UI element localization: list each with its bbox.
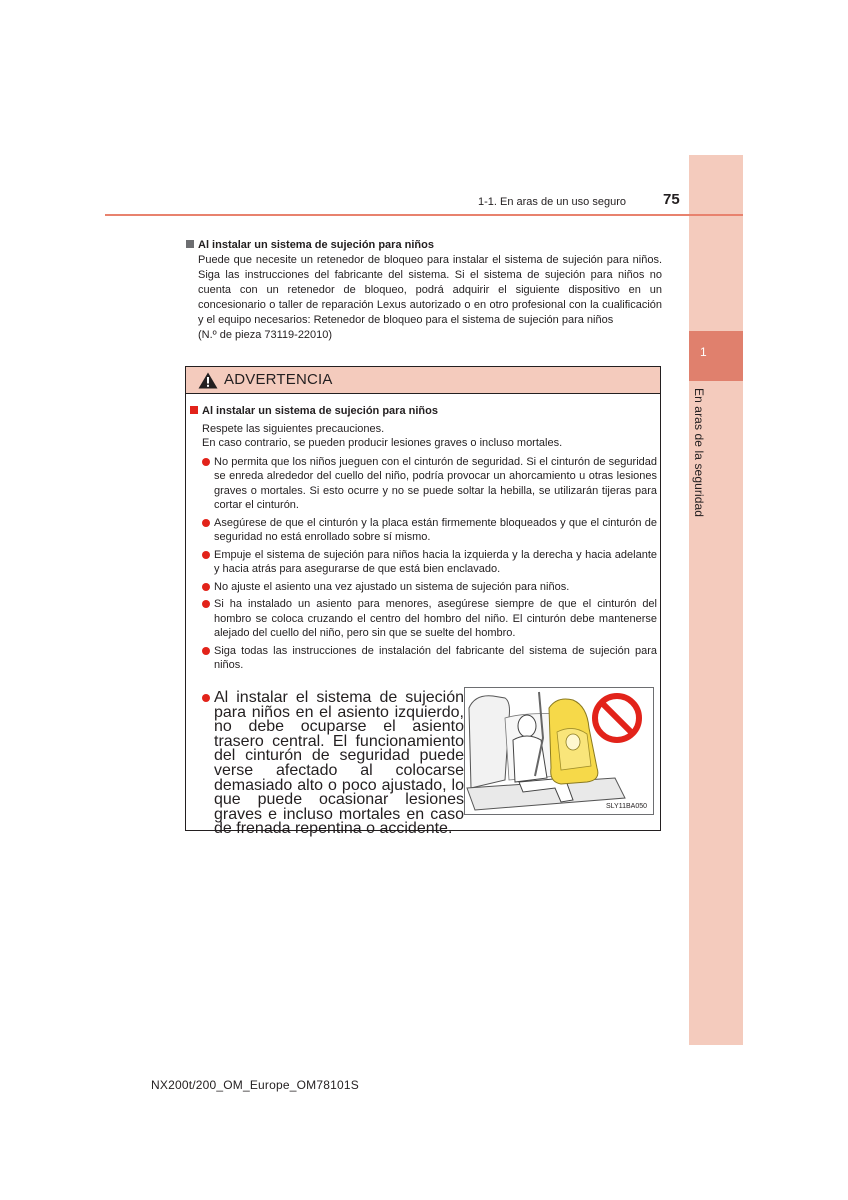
red-dot-icon — [202, 551, 210, 559]
bullet-text: Si ha instalado un asiento para menores, asegúrese siempre de que el cinturón del hombro se coloca cruzando el centro del hombro del niño. El cinturón debe mantenerse alejado del cuello del niño, pero sin que se suelte del hombro. — [214, 598, 657, 639]
warning-body — [190, 404, 657, 676]
bullet-text: No permita que los niños jueguen con el cinturón de seguridad. Si el cinturón de seguridad se enreda alrededor del cuello del niño, podría provocar un ahorcamiento u otras lesiones graves o mortales. Si esto ocurre y no se puede soltar la hebilla, se utilizarán tijeras para cortar el cinturón. — [214, 455, 657, 511]
bullet-text: Al instalar el sistema de sujeción para niños en el asiento izquierdo, no debe ocuparse el asiento trasero central. El funcionamiento del cinturón de seguridad puede verse afectado al colocarse demasiado alto o poco ajustado, lo que puede ocasionar lesiones graves e incluso mortales en caso de frenada repentina o accidente. — [214, 689, 464, 838]
list-item — [202, 455, 657, 513]
warning-intro-1: Respete las siguientes precauciones. — [202, 422, 385, 435]
page-number: 75 — [663, 191, 680, 208]
list-item — [202, 691, 464, 837]
chapter-number: 1 — [700, 345, 707, 359]
header-rule — [105, 214, 743, 216]
red-dot-icon — [202, 694, 210, 702]
list-item — [202, 548, 657, 577]
chapter-number-tab — [689, 331, 743, 381]
red-dot-icon — [202, 583, 210, 591]
list-item — [202, 597, 657, 641]
bullet-text: No ajuste el asiento una vez ajustado un sistema de sujeción para niños. — [214, 580, 570, 593]
bullet-text: Empuje el sistema de sujeción para niños hacia la izquierda y la derecha y hacia adelante y hacia atrás para asegurarse de que está bien enclavado. — [214, 548, 657, 575]
warning-title: ADVERTENCIA — [224, 371, 333, 388]
warning-header — [186, 367, 660, 394]
child-seat-illustration — [464, 687, 654, 815]
footer-model-code: NX200t/200_OM_Europe_OM78101S — [151, 1078, 359, 1092]
bullet-text: Siga todas las instrucciones de instalación del fabricante del sistema de sujeción para niños. — [214, 644, 657, 671]
warning-triangle-icon — [198, 372, 218, 389]
section-heading — [186, 238, 662, 253]
warning-intro-2: En caso contrario, se pueden producir lesiones graves o incluso mortales. — [202, 437, 563, 449]
main-content — [186, 238, 662, 343]
list-item — [202, 644, 657, 673]
red-square-bullet-icon — [190, 406, 198, 414]
square-bullet-icon — [186, 240, 194, 248]
warning-subheading — [190, 404, 657, 419]
red-dot-icon — [202, 519, 210, 527]
section-paragraph: Puede que necesite un retenedor de bloqueo para instalar el sistema de sujeción para niños. Siga las instrucciones del fabricante del sistema. Si el sistema de sujeción para niños no cuenta con un retenedor de bloqueo, podrá adquirir el siguiente dispositivo en un concesionario o taller de reparación Lexus autorizado o en otro profesional con la cualificación y el equipo necesarios: Retenedor de bloqueo para el sistema de sujeción para niños — [198, 254, 662, 326]
red-dot-icon — [202, 458, 210, 466]
bullet-text: Asegúrese de que el cinturón y la placa están firmemente bloqueados y que el cinturón de seguridad no está enrollado sobre sí mismo. — [214, 516, 657, 543]
warning-box — [185, 366, 661, 838]
warning-subheading-text: Al instalar un sistema de sujeción para niños — [202, 405, 438, 417]
warning-bullet-list — [190, 455, 657, 673]
section-title: 1-1. En aras de un uso seguro — [478, 196, 626, 208]
chapter-side-tab — [689, 155, 743, 1045]
figure-code: SLY11BA050 — [606, 803, 647, 810]
red-dot-icon — [202, 647, 210, 655]
list-item — [202, 516, 657, 545]
chapter-title: En aras de la seguridad — [692, 388, 706, 518]
red-dot-icon — [202, 600, 210, 608]
section-heading-text: Al instalar un sistema de sujeción para niños — [198, 239, 434, 251]
list-item — [202, 580, 657, 595]
part-number: (N.º de pieza 73119-22010) — [198, 329, 333, 341]
child-seat-drawing — [465, 688, 653, 814]
